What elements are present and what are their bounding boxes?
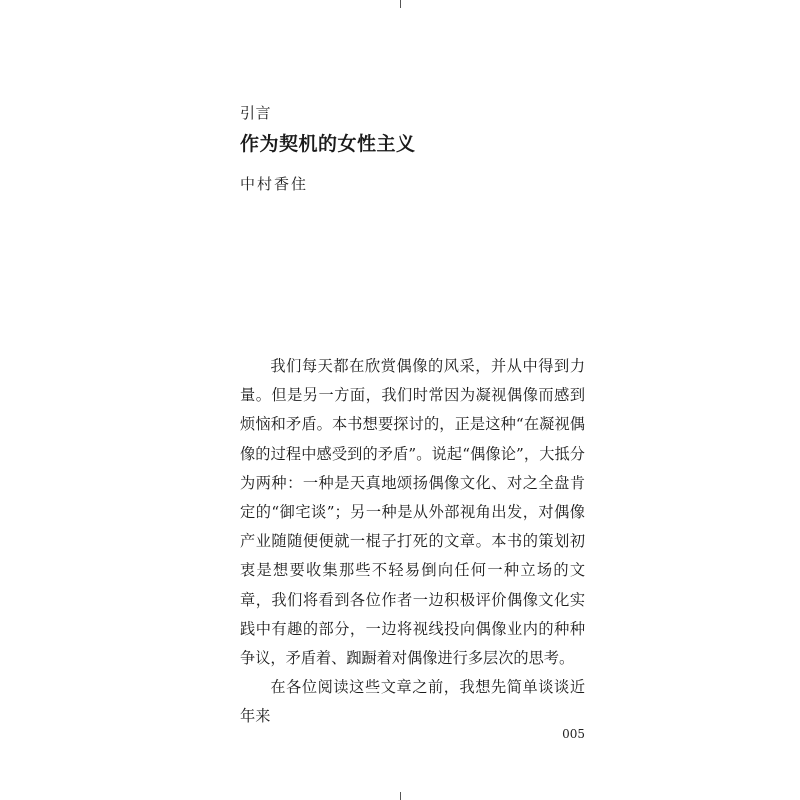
crop-mark-top: [400, 0, 401, 8]
paragraph: 在各位阅读这些文章之前，我想先简单谈谈近年来: [240, 678, 585, 726]
chapter-title: 作为契机的女性主义: [240, 133, 416, 155]
body-text: [240, 352, 585, 732]
crop-mark-bottom: [400, 792, 401, 800]
page-number: 005: [562, 727, 585, 741]
author-name: 中村香住: [240, 175, 309, 193]
chapter-label: 引言: [240, 104, 272, 122]
paragraph: 我们每天都在欣赏偶像的风采，并从中得到力量。但是另一方面，我们时常因为凝视偶像而感到烦恼和矛盾。本书想要探讨的，正是这种“在凝视偶像的过程中感受到的矛盾”。说起“偶像论”，大抵分为两种：一种是天真地颂扬偶像文化、对之全盘肯定的“御宅谈”；另一种是从外部视角出发，对偶像产业随随便便就一棍子打死的文章。本书的策划初衷是想要收集那些不轻易倒向任何一种立场的文章，我们将看到各位作者一边积极评价偶像文化实践中有趣的部分，一边将视线投向偶像业内的种种争议，矛盾着、踟蹰着对偶像进行多层次的思考。: [240, 357, 585, 668]
